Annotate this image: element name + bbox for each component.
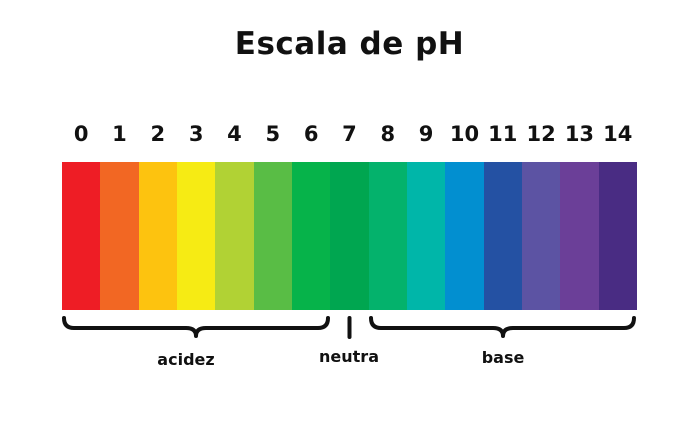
ph-value-8: 8 xyxy=(380,122,396,146)
ph-value-0: 0 xyxy=(73,122,89,146)
ph-value-2: 2 xyxy=(150,122,166,146)
ph-value-12: 12 xyxy=(526,122,556,146)
acid-brace xyxy=(64,318,328,336)
ph-value-9: 9 xyxy=(418,122,434,146)
ph-value-7: 7 xyxy=(342,122,357,146)
ph-value-6: 6 xyxy=(303,122,319,146)
ph-value-11: 11 xyxy=(488,122,518,146)
ph-value-10: 10 xyxy=(449,122,480,146)
ph-value-5: 5 xyxy=(265,122,281,146)
ph-value-13: 13 xyxy=(564,122,595,146)
page-title: Escala de pH xyxy=(234,26,465,62)
base-label: base xyxy=(481,348,525,367)
ph-value-14: 14 xyxy=(603,122,633,146)
base-brace xyxy=(371,318,634,336)
ph-value-3: 3 xyxy=(188,122,204,146)
neutral-label: neutra xyxy=(319,347,379,366)
ph-value-1: 1 xyxy=(112,122,127,146)
ph-value-4: 4 xyxy=(227,122,242,146)
acid-label: acidez xyxy=(157,350,215,369)
